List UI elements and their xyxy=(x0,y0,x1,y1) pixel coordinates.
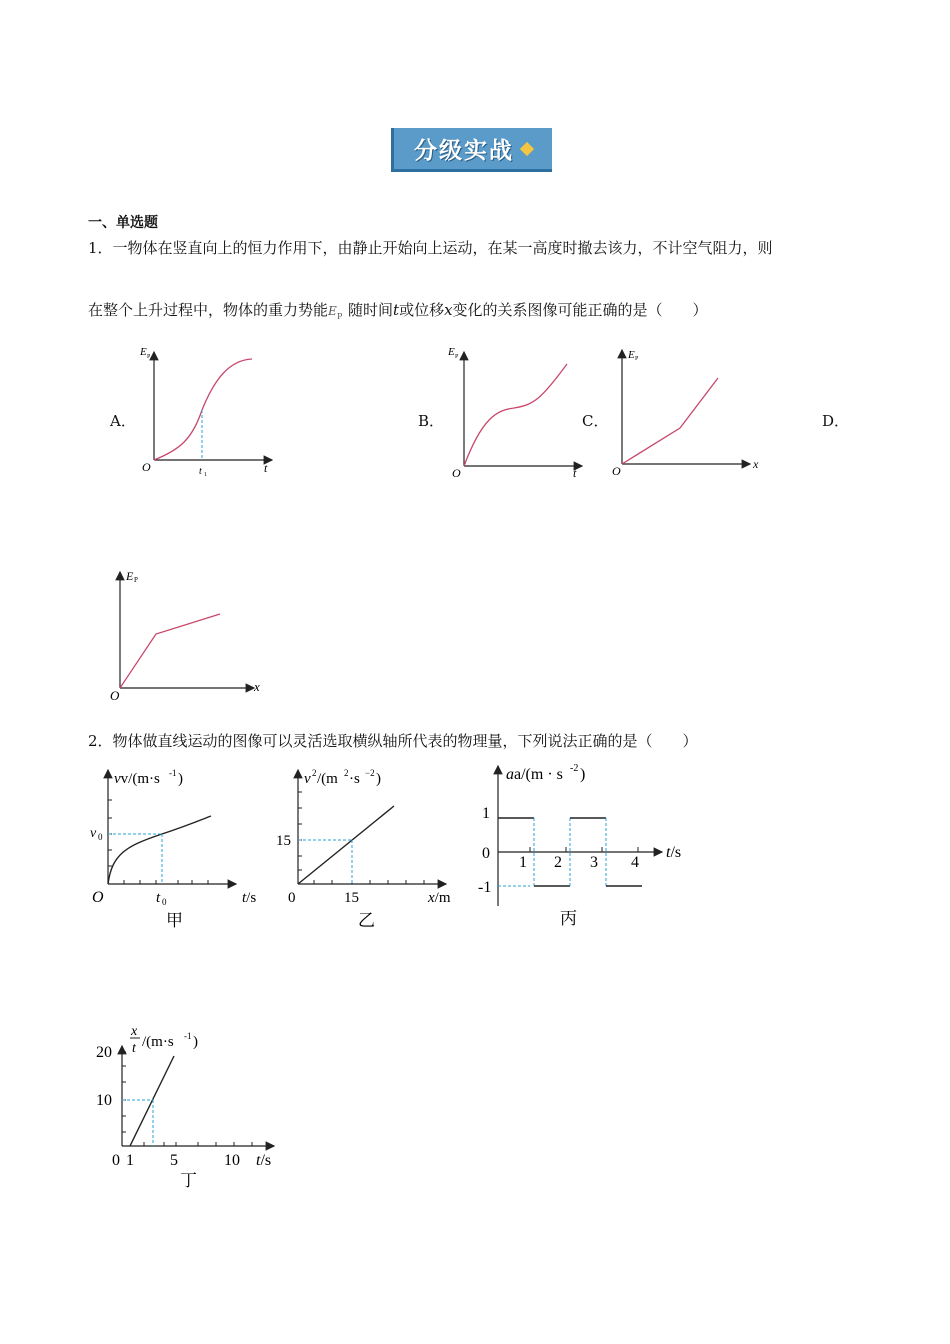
y-unit-close: ) xyxy=(193,1034,198,1050)
x-axis-label: x/m xyxy=(428,890,451,906)
y-axis-label: E xyxy=(126,569,134,583)
y-axis-label: vv/(m·s xyxy=(114,771,160,787)
graph-bing xyxy=(476,760,696,932)
y-axis-label: v xyxy=(304,771,311,787)
x-tick-1: 1 xyxy=(126,1152,134,1169)
y-axis-label: E xyxy=(140,346,147,358)
y-tick-15: 15 xyxy=(276,833,291,849)
y-tick-20: 20 xyxy=(96,1044,112,1061)
graph-caption: 丙 xyxy=(560,909,577,928)
q1-var-t: t xyxy=(393,301,400,319)
origin-label: O xyxy=(612,464,621,478)
xt-line xyxy=(130,1056,174,1146)
q1-text-after: 变化的关系图像可能正确的是（ ） xyxy=(452,301,708,319)
diamond-icon xyxy=(520,141,534,155)
y-axis-close: ) xyxy=(178,771,183,787)
ep-line xyxy=(120,614,220,688)
y-axis-sub: P xyxy=(635,356,639,362)
x-tick-5: 5 xyxy=(170,1152,178,1169)
origin-label: 0 xyxy=(288,890,296,906)
option-b-label: B． xyxy=(418,412,445,430)
origin-label: O xyxy=(452,466,461,480)
y-unit-close: ) xyxy=(376,771,381,787)
graph-jia xyxy=(86,764,276,936)
y-axis-exp: -2 xyxy=(570,763,579,774)
x-axis-label: x xyxy=(254,679,260,694)
y-label-den: t xyxy=(132,1041,136,1056)
y-axis-label: aa/(m · s xyxy=(506,766,563,783)
option-c-label: C． xyxy=(582,412,609,430)
origin-label: O xyxy=(92,889,104,906)
option-d-label: D． xyxy=(822,412,850,430)
graph-caption: 乙 xyxy=(358,911,375,930)
x-axis-label: t/s xyxy=(242,890,257,906)
x-axis-label: t/s xyxy=(256,1152,272,1169)
q1-var-x: x xyxy=(444,301,453,319)
graph-ding xyxy=(92,1020,292,1192)
x-axis-label: t xyxy=(264,461,268,475)
v2-line xyxy=(298,806,394,884)
q2-text: 物体做直线运动的图像可以灵活选取横纵轴所代表的物理量，下列说法正确的是（ ） xyxy=(112,732,698,750)
option-b-graph xyxy=(442,338,592,480)
q2-line xyxy=(88,731,698,751)
option-d-graph xyxy=(104,562,274,710)
q1-text-mid1: 随时间 xyxy=(348,301,394,319)
y-label-num: x xyxy=(131,1024,138,1039)
graph-yi xyxy=(276,764,462,936)
axis-ticks xyxy=(122,1052,252,1146)
axis-ticks xyxy=(298,792,424,884)
y-tick-10: 10 xyxy=(96,1092,112,1109)
y-axis-label: E xyxy=(448,346,455,358)
q1-line2: 在整个上升过程中，物体的重力势能 E P 随时间t或位移x变化的关系图像可能正确的是（ ） xyxy=(88,301,708,321)
y-axis-label: E xyxy=(628,349,635,361)
v0-tick: v xyxy=(90,826,97,841)
x-ticks xyxy=(530,847,638,852)
velocity-curve xyxy=(108,816,211,884)
y-unit-mid: ·s xyxy=(349,771,360,787)
axis-ticks xyxy=(108,800,208,884)
origin-label: O xyxy=(110,688,120,703)
y-tick-neg1: -1 xyxy=(478,879,492,896)
y-axis-sub: P xyxy=(134,576,138,584)
y-axis-sub: P xyxy=(455,354,459,360)
graph-caption: 甲 xyxy=(166,911,183,930)
y-unit-exp: -1 xyxy=(184,1031,192,1041)
y-axis-sub: P xyxy=(147,354,151,360)
x-axis-label: t xyxy=(573,466,577,480)
y-axis-close: ) xyxy=(580,766,586,783)
y-unit-exp2: −2 xyxy=(365,768,375,778)
y-tick-1: 1 xyxy=(482,805,490,822)
x-tick-15: 15 xyxy=(344,890,359,906)
ep-curve xyxy=(464,364,567,466)
t1-tick-sub: 1 xyxy=(204,472,207,478)
t1-tick-label: t xyxy=(199,466,202,477)
x-tick-1: 1 xyxy=(519,854,527,871)
y-label-exp: 2 xyxy=(312,768,317,778)
q1-text-mid2: 或位移 xyxy=(399,301,445,319)
option-a-label: A． xyxy=(110,412,136,430)
option-c-graph xyxy=(604,338,764,480)
y-tick-0: 0 xyxy=(482,845,490,862)
option-a-graph xyxy=(134,338,284,480)
x-tick-10: 10 xyxy=(224,1152,240,1169)
q1-text-before: 在整个上升过程中，物体的重力势能 xyxy=(88,301,329,319)
graph-caption: 丁 xyxy=(180,1171,197,1190)
ep-curve xyxy=(154,359,252,460)
v0-tick-sub: 0 xyxy=(98,832,103,842)
x-tick-2: 2 xyxy=(554,854,562,871)
q2-number: 2． xyxy=(88,732,113,750)
origin-label: O xyxy=(142,460,151,474)
q1-line1 xyxy=(88,238,773,258)
y-unit: /(m·s xyxy=(142,1034,174,1050)
y-unit-exp1: 2 xyxy=(344,768,349,778)
section-title: 一、单选题 xyxy=(88,215,158,231)
banner-title: 分级实战 xyxy=(414,138,514,164)
q1-text-line1: 一物体在竖直向上的恒力作用下，由静止开始向上运动，在某一高度时撤去该力，不计空气阻力，则 xyxy=(112,239,773,257)
y-unit-open: /(m xyxy=(317,771,338,787)
t0-tick-sub: 0 xyxy=(162,897,167,907)
q1-number: 1． xyxy=(88,239,113,257)
t0-tick: t xyxy=(156,890,161,906)
x-tick-0: 0 xyxy=(112,1152,120,1169)
y-axis-exp: -1 xyxy=(169,768,177,778)
ep-line xyxy=(622,378,718,464)
x-tick-4: 4 xyxy=(631,854,639,871)
x-tick-3: 3 xyxy=(590,854,598,871)
x-axis-label: x xyxy=(753,457,759,471)
x-axis-label: t/s xyxy=(666,844,682,861)
section-banner xyxy=(391,128,552,172)
